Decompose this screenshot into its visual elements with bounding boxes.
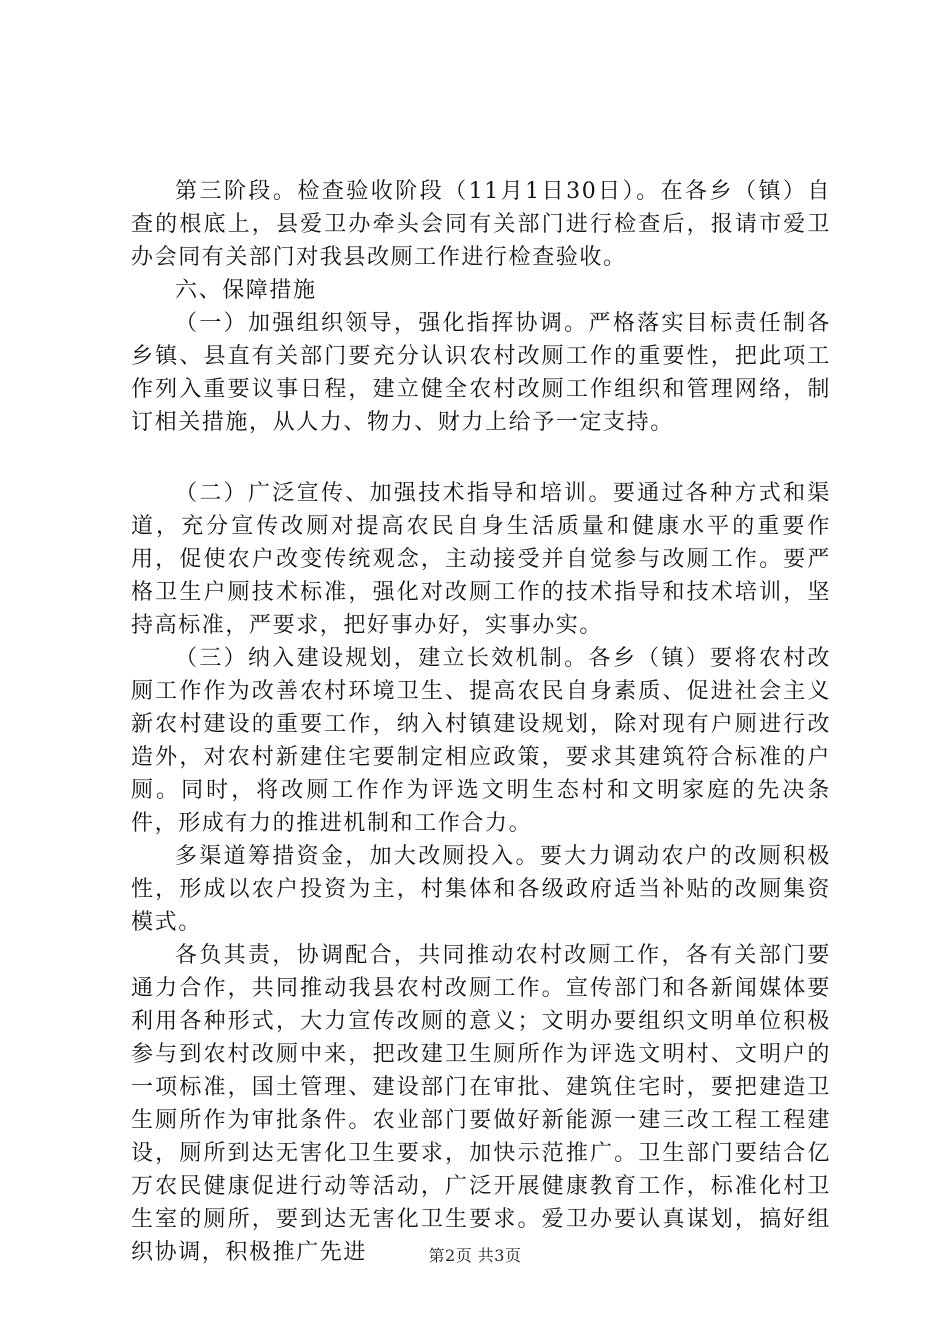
section-heading-safeguards: 六、保障措施 — [175, 278, 317, 303]
paragraph-cooperation: 各负其责，协调配合，共同推动农村改厕工作，各有关部门要通力合作，共同推动我县农村改厕工作。宣传部门和各新闻媒体要利用各种形式，大力宣传改厕的意义；文明办要组织文明单位积极参与到农村改厕中来，把改建卫生厕所作为评选文明村、文明户的一项标准，国土管理、建设部门在审批、建筑住宅时，要把建造卫生厕所作为审批条件。农业部门要做好新能源一建三改工程工程建设，厕所到达无害化卫生要求，加快示范推广。卫生部门要结合亿万农民健康促进行动等活动，广泛开展健康教育工作，标准化村卫生室的厕所，要到达无害化卫生要求。爱卫办要认真谋划，搞好组织协调，积极推广先进 — [131, 943, 831, 1265]
document-body — [131, 175, 831, 1269]
paragraph-measure-three: （三）纳入建设规划，建立长效机制。各乡（镇）要将农村改厕工作作为改善农村环境卫生、提高农民自身素质、促进社会主义新农村建设的重要工作，纳入村镇建设规划，除对现有户厕进行改造外，对农村新建住宅要制定相应政策，要求其建筑符合标准的户厕。同时，将改厕工作作为评选文明生态村和文明家庭的先决条件，形成有力的推进机制和工作合力。 — [131, 646, 831, 836]
paragraph-funding: 多渠道筹措资金，加大改厕投入。要大力调动农户的改厕积极性，形成以农户投资为主，村集体和各级政府适当补贴的改厕集资模式。 — [131, 844, 831, 935]
paragraph-stage-three: 第三阶段。检查验收阶段（11月1日30日）。在各乡（镇）自查的根底上，县爱卫办牵头会同有关部门进行检查后，报请市爱卫办会同有关部门对我县改厕工作进行检查验收。 — [131, 179, 831, 270]
paragraph-measure-one: （一）加强组织领导，强化指挥协调。严格落实目标责任制各乡镇、县直有关部门要充分认识农村改厕工作的重要性，把此项工作列入重要议事日程，建立健全农村改厕工作组织和管理网络，制订相关措施，从人力、物力、财力上给予一定支持。 — [131, 311, 831, 435]
paragraph-gap — [131, 439, 831, 477]
page-number-footer: 第2页 共3页 — [428, 1246, 522, 1265]
paragraph-measure-two: （二）广泛宣传、加强技术指导和培训。要通过各种方式和渠道，充分宣传改厕对提高农民自身生活质量和健康水平的重要作用，促使农户改变传统观念，主动接受并自觉参与改厕工作。要严格卫生户厕技术标准，强化对改厕工作的技术指导和技术培训，坚持高标准，严要求，把好事办好，实事办实。 — [131, 481, 831, 638]
